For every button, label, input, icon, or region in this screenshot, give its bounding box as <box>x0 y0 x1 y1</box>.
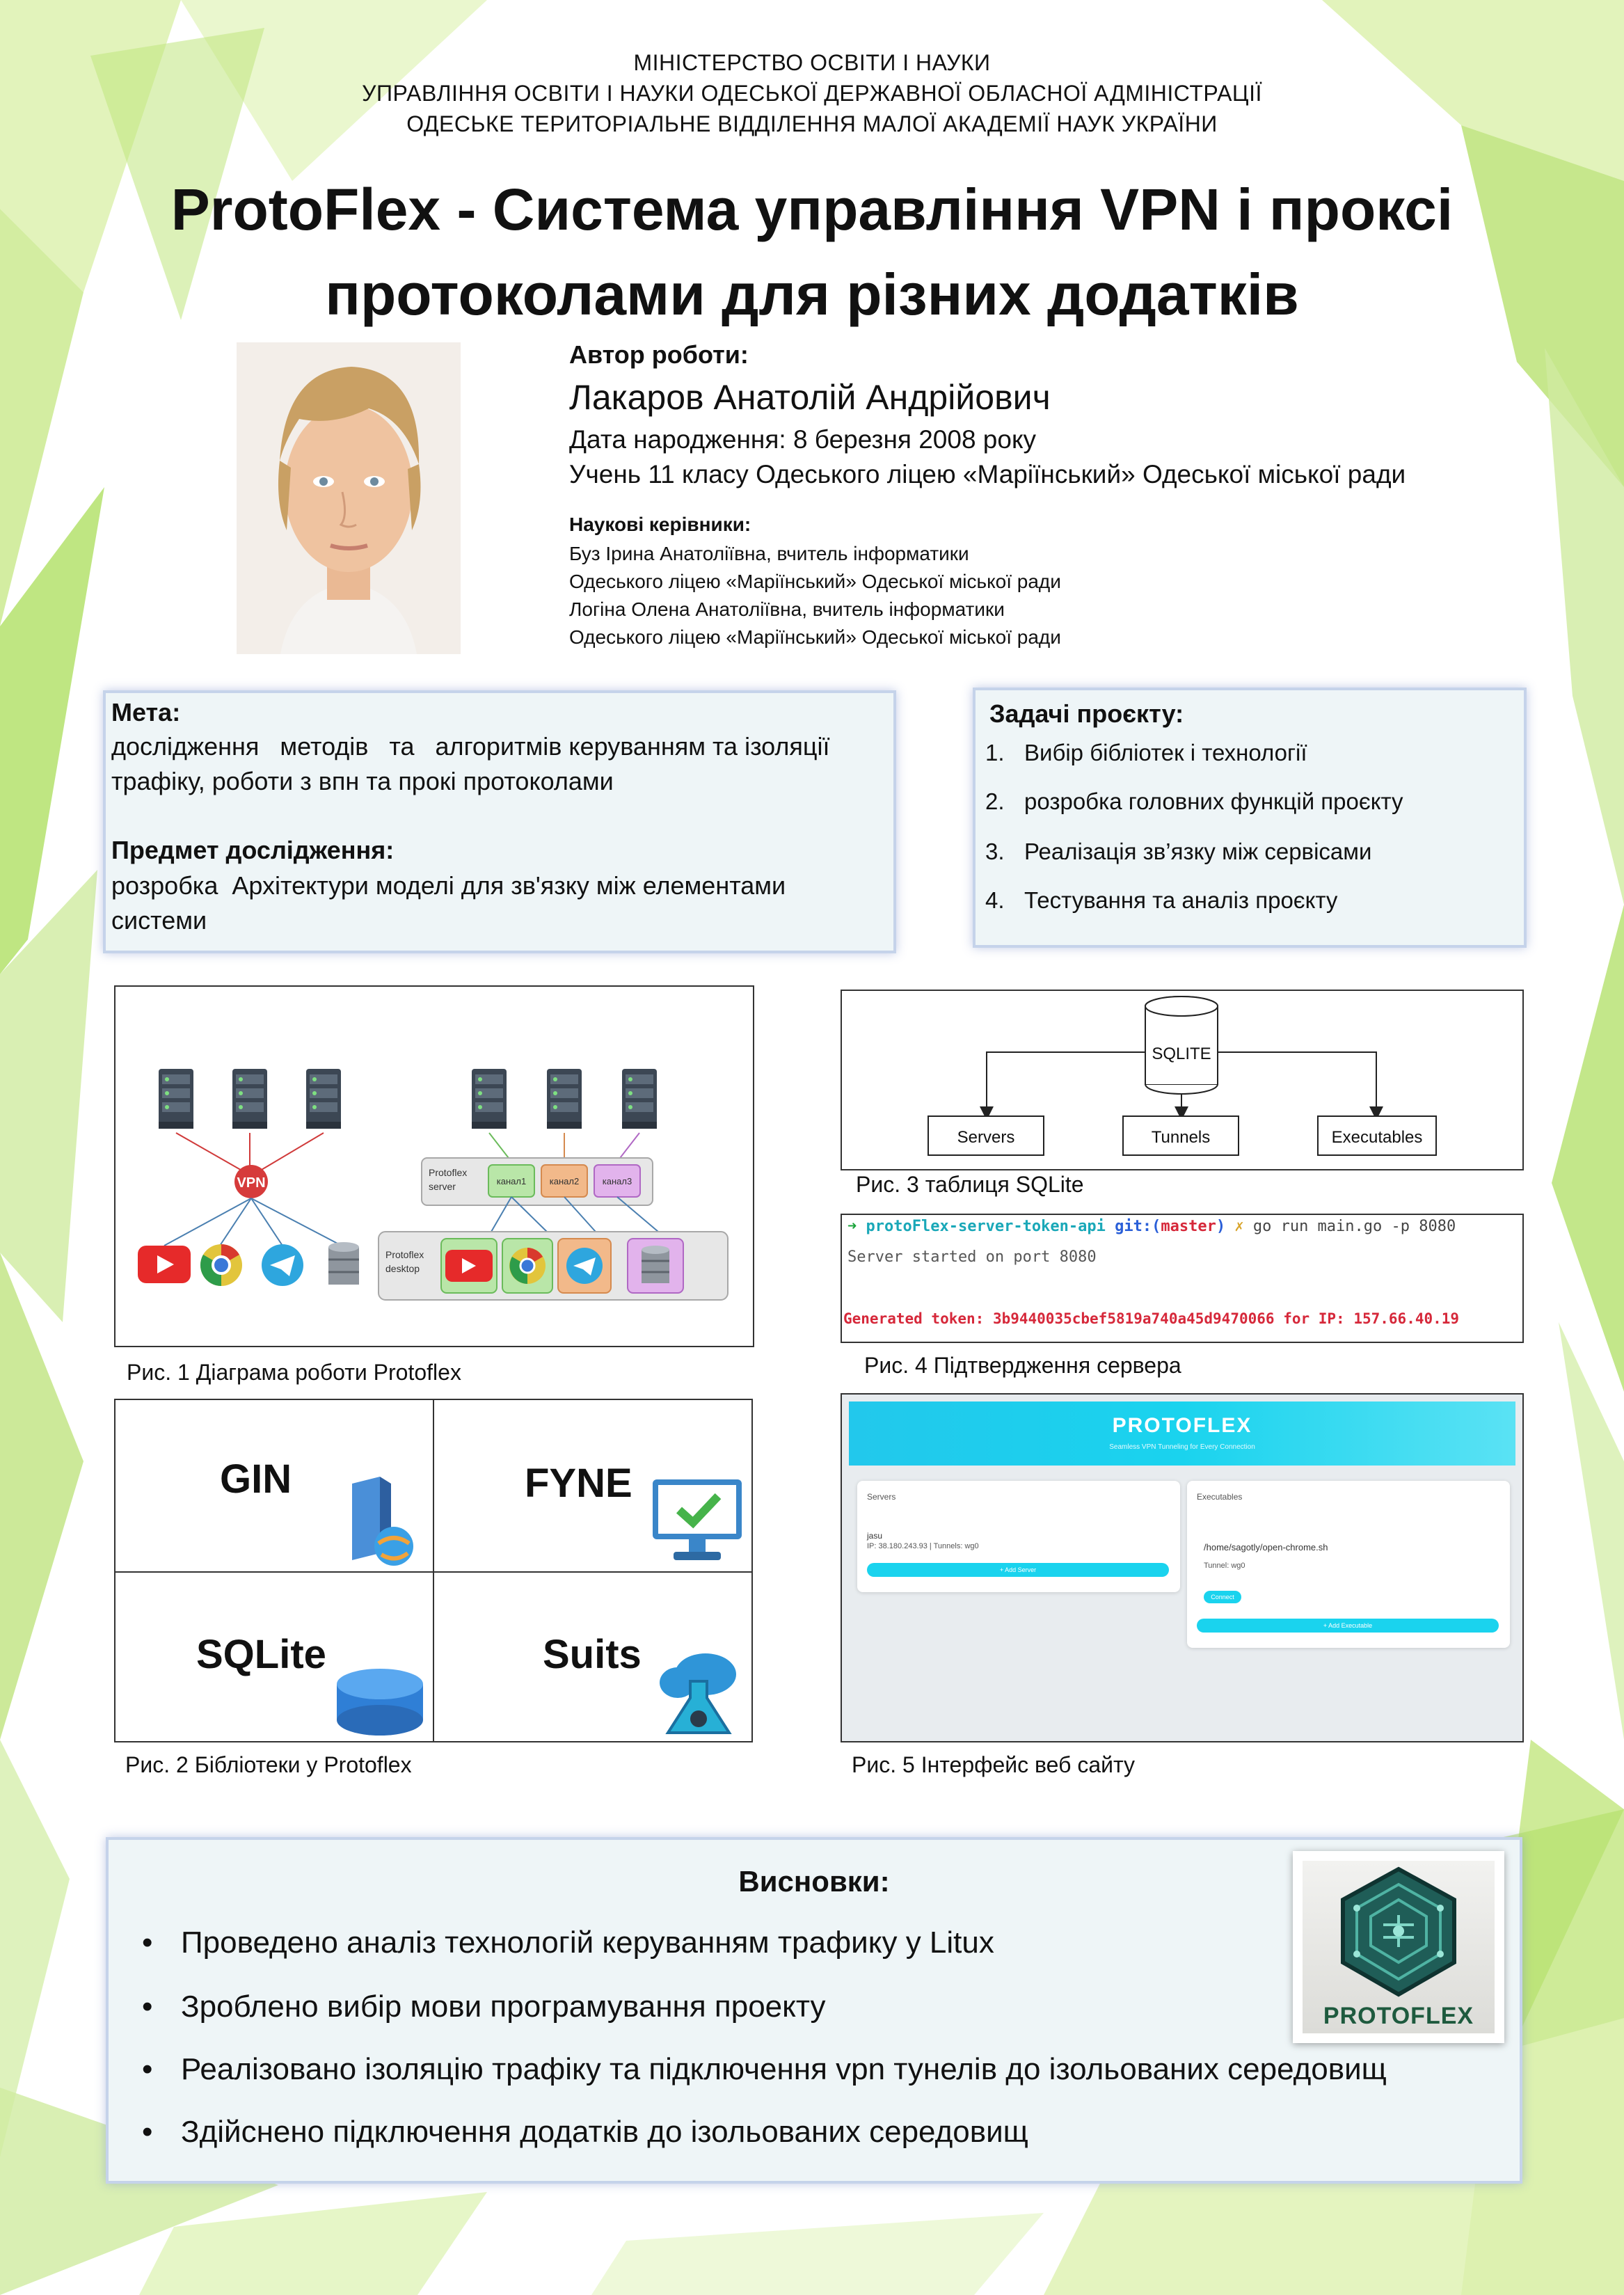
supervisor-1-org: Одеського ліцею «Маріїнський» Одеської міської ради <box>569 571 1061 592</box>
conclusion-item: • Проведено аналіз технологій керуванням трафику у Litux <box>142 1925 994 1960</box>
web-servers-card <box>857 1481 1180 1592</box>
web-server-name: jasu <box>867 1531 883 1541</box>
author-label: Автор роботи: <box>569 340 749 369</box>
author-school: Учень 11 класу Одеського ліцею «Маріїнський» Одеської міської ради <box>569 460 1406 489</box>
table-tunnels: Tunnels <box>1151 1128 1211 1147</box>
supervisor-2: Логіна Олена Анатоліївна, вчитель інформатики <box>569 598 1005 620</box>
task-item: 3. Реалізація зв’язку між сервісами <box>985 839 1372 864</box>
database-icon <box>328 1242 359 1285</box>
subject-label: Предмет дослідження: <box>111 836 395 864</box>
server-label-2: server <box>429 1181 456 1192</box>
figure-4-caption: Рис. 4 Підтвердження сервера <box>864 1353 1181 1378</box>
figure-1-caption: Рис. 1 Діаграма роботи Protoflex <box>127 1360 461 1385</box>
sqlite-label: SQLITE <box>1152 1045 1211 1063</box>
web-executables-card <box>1187 1481 1510 1648</box>
desktop-label-2: desktop <box>385 1263 420 1274</box>
figure-5-web-ui <box>841 1393 1524 1742</box>
author-photo <box>237 342 461 654</box>
goal-box <box>103 690 896 953</box>
web-exec-path: /home/sagotly/open-chrome.sh <box>1204 1542 1328 1552</box>
terminal-server-started: Server started on port 8080 <box>847 1248 1097 1266</box>
web-executables-label: Executables <box>1197 1492 1243 1502</box>
connect-button[interactable]: Connect <box>1204 1591 1241 1603</box>
add-server-button[interactable]: + Add Server <box>867 1563 1169 1577</box>
goal-text-line-2: трафіку, роботи з впн та прокі протоколами <box>111 767 614 795</box>
poster-title-line-2: протоколами для різних додатків <box>325 262 1299 327</box>
terminal-token-line: Generated token: 3b9440035cbef5819a740a45d9470066 for IP: 157.66.40.19 <box>843 1310 1460 1327</box>
web-servers-label: Servers <box>867 1492 896 1502</box>
goal-label: Мета: <box>111 698 181 726</box>
goal-text-line-1: дослідження методів та алгоритмів керуванням та ізоляції <box>111 732 830 761</box>
supervisor-2-org: Одеського ліцею «Маріїнський» Одеської міської ради <box>569 626 1061 648</box>
figure-3-sqlite-tables <box>841 990 1524 1170</box>
figure-3-caption: Рис. 3 таблиця SQLite <box>856 1172 1084 1197</box>
supervisor-1: Буз Ірина Анатоліївна, вчитель інформатики <box>569 543 969 564</box>
author-name: Лакаров Анатолій Андрійович <box>569 378 1051 417</box>
subject-text-line-2: системи <box>111 906 207 935</box>
web-exec-tunnel: Tunnel: wg0 <box>1204 1562 1245 1570</box>
web-server-info: IP: 38.180.243.93 | Tunnels: wg0 <box>867 1542 979 1550</box>
figure-5-caption: Рис. 5 Інтерфейс веб сайту <box>852 1752 1136 1777</box>
department-line: УПРАВЛІННЯ ОСВІТИ І НАУКИ ОДЕСЬКОЇ ДЕРЖАВНОЇ ОБЛАСНОЇ АДМІНІСТРАЦІЇ <box>362 81 1262 106</box>
server-label-1: Protoflex <box>429 1167 468 1178</box>
logo-text: PROTOFLEX <box>1323 2003 1474 2029</box>
vpn-badge-label: VPN <box>237 1175 266 1191</box>
conclusions-label: Висновки: <box>738 1865 890 1898</box>
add-executable-button[interactable]: + Add Executable <box>1197 1619 1499 1633</box>
channel-3-label: канал3 <box>602 1176 632 1186</box>
poster-title-line-1: ProtoFlex - Система управління VPN і проксі <box>170 177 1454 242</box>
desktop-label-1: Protoflex <box>385 1249 424 1260</box>
lib-fyne: FYNE <box>434 1400 751 1571</box>
task-item: 1. Вибір бібліотек і технології <box>985 740 1307 765</box>
lib-sqlite: SQLite <box>116 1573 433 1742</box>
web-tagline: Seamless VPN Tunneling for Every Connection <box>1109 1443 1255 1451</box>
lib-suits: Suits <box>434 1573 751 1742</box>
academy-line: ОДЕСЬКЕ ТЕРИТОРІАЛЬНЕ ВІДДІЛЕННЯ МАЛОЇ АКАДЕМІЇ НАУК УКРАЇНИ <box>406 111 1218 136</box>
figure-1-diagram <box>114 985 754 1347</box>
protoflex-logo <box>1293 1851 1504 2043</box>
cloud-flask-icon <box>657 1646 740 1740</box>
figure-2-caption: Рис. 2 Бібліотеки у Protoflex <box>125 1752 412 1777</box>
circuit-hexagon-icon <box>1329 1865 1468 2001</box>
conclusion-item: • Здійснено підключення додатків до ізольованих середовищ <box>142 2115 1028 2149</box>
task-item: 2. розробка головних функцій проєкту <box>985 788 1403 814</box>
terminal-command-line: ➜ protoFlex-server-token-api git:(master) ✗ go run main.go -p 8080 <box>847 1218 1456 1235</box>
ministry-line: МІНІСТЕРСТВО ОСВІТИ І НАУКИ <box>633 50 991 75</box>
tasks-box <box>973 688 1527 948</box>
monitor-check-icon <box>650 1477 745 1564</box>
web-header-banner <box>849 1401 1515 1466</box>
conclusion-item: • Реалізовано ізоляцію трафіку та підключення vpn тунелів до ізольованих середовищ <box>142 2052 1387 2086</box>
supervisors-label: Наукові керівники: <box>569 514 751 535</box>
table-servers: Servers <box>957 1128 1015 1147</box>
subject-text-line-1: розробка Архітектури моделі для зв'язку між елементами <box>111 871 786 900</box>
conclusion-item: • Зроблено вибір мови програмування проекту <box>142 1990 826 2024</box>
channel-2-label: канал2 <box>549 1176 580 1186</box>
tasks-label: Задачі проєкту: <box>989 699 1184 728</box>
database-disk-icon <box>331 1663 429 1740</box>
channel-1-label: канал1 <box>496 1176 527 1186</box>
task-item: 4. Тестування та аналіз проєкту <box>985 887 1338 913</box>
lib-gin: GIN <box>116 1400 433 1571</box>
table-executables: Executables <box>1331 1128 1423 1147</box>
web-brand: PROTOFLEX <box>1112 1414 1252 1437</box>
server-globe-icon <box>345 1477 415 1567</box>
author-birthdate: Дата народження: 8 березня 2008 року <box>569 425 1037 454</box>
figure-2-libraries <box>114 1399 753 1742</box>
figure-4-terminal <box>841 1214 1524 1343</box>
